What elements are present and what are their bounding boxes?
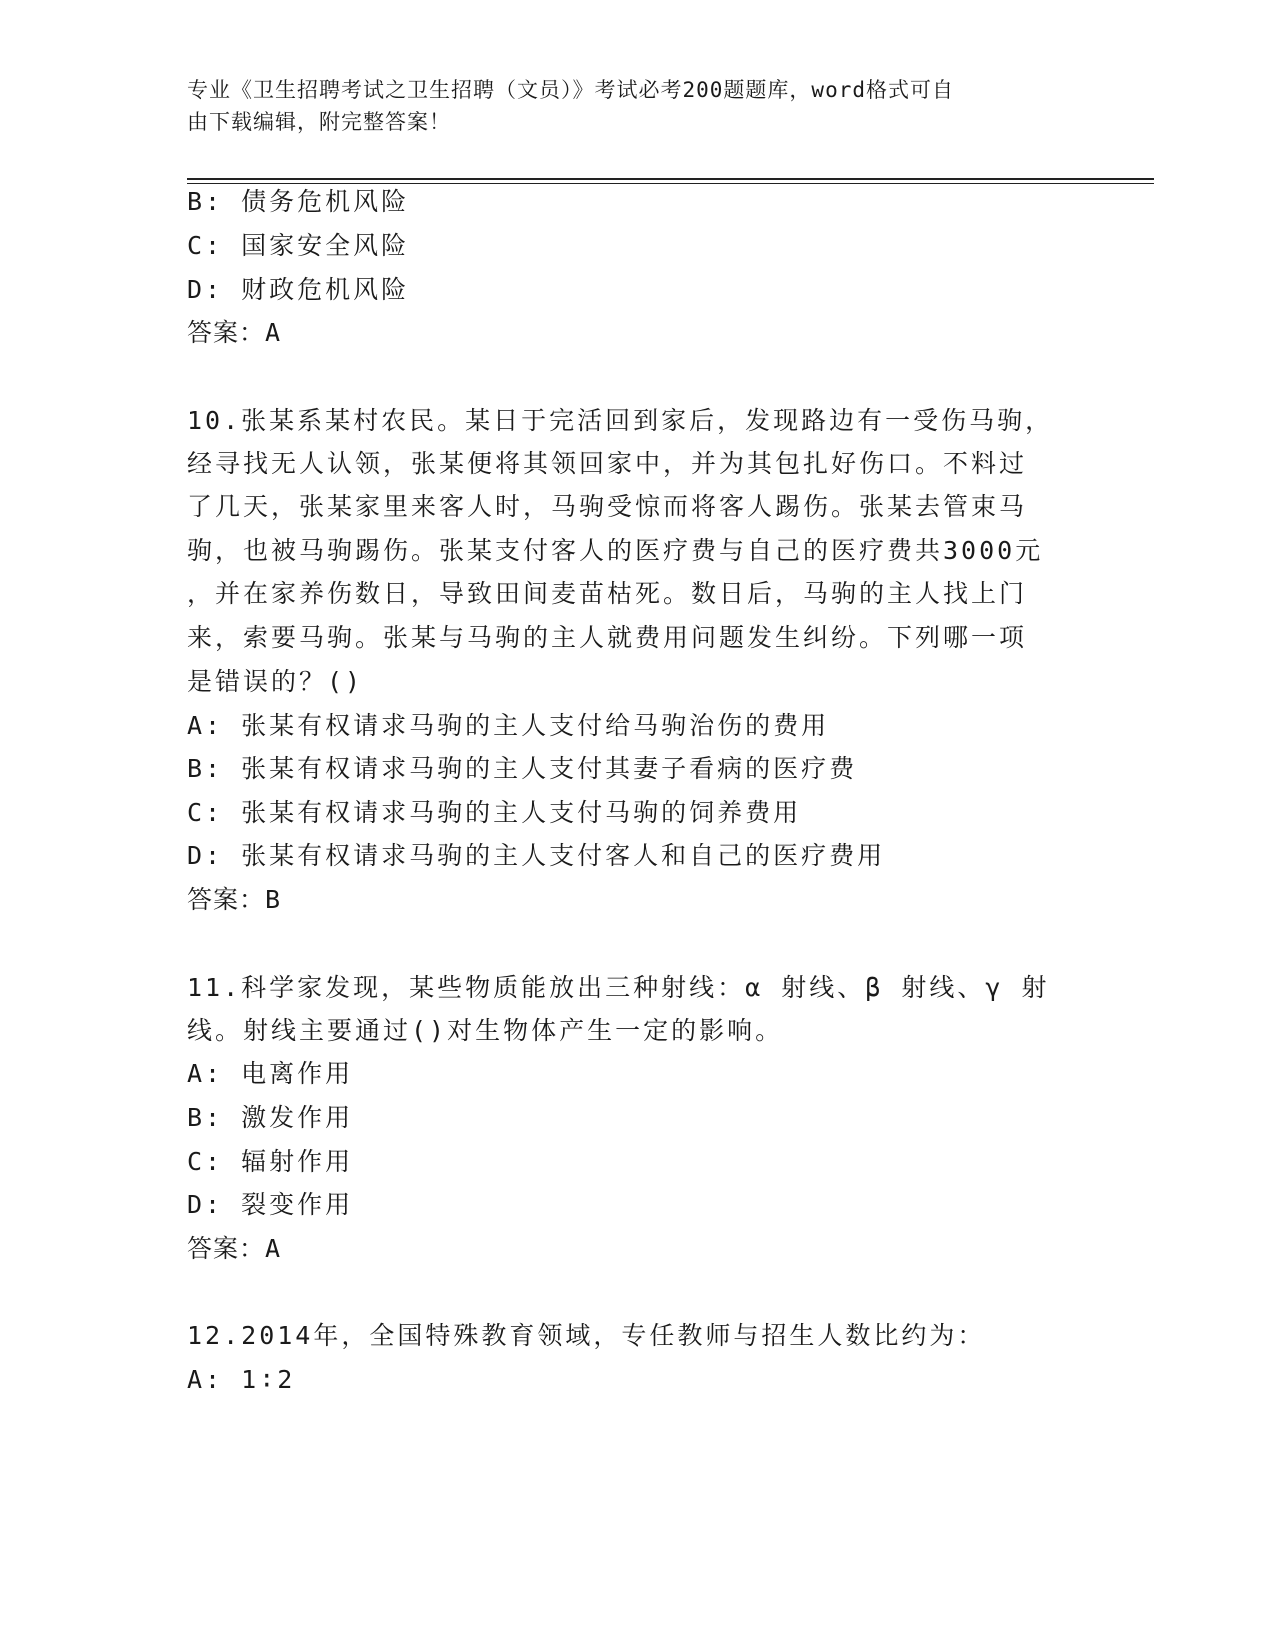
answer-label: 答案： <box>187 885 266 914</box>
q10-stem-line-4: 驹，也被马驹踢伤。张某支付客人的医疗费与自己的医疗费共3000元 <box>187 536 1044 565</box>
q11-option-a: A: 电离作用 <box>187 1059 354 1088</box>
q10-option-c: C: 张某有权请求马驹的主人支付马驹的饲养费用 <box>187 798 802 827</box>
q9-option-d: D: 财政危机风险 <box>187 275 410 304</box>
q10-stem-line-7: 是错误的？() <box>187 667 364 696</box>
q10-stem-line-1: 10.张某系某村农民。某日于完活回到家后，发现路边有一受伤马驹， <box>187 406 1054 435</box>
q9-answer <box>187 318 281 348</box>
q12-stem-line-1: 12.2014年，全国特殊教育领域，专任教师与招生人数比约为： <box>187 1321 986 1350</box>
q10-option-d: D: 张某有权请求马驹的主人支付客人和自己的医疗费用 <box>187 841 886 870</box>
answer-value: B <box>265 885 282 914</box>
q10-answer <box>187 885 281 915</box>
answer-label: 答案： <box>187 318 266 347</box>
document-header <box>187 74 1067 138</box>
q11-answer <box>187 1234 281 1264</box>
header-rule-thin <box>187 183 1154 184</box>
q11-option-c: C: 辐射作用 <box>187 1147 354 1176</box>
q11-option-d: D: 裂变作用 <box>187 1190 354 1219</box>
q10-option-a: A: 张某有权请求马驹的主人支付给马驹治伤的费用 <box>187 711 830 740</box>
q10-option-b: B: 张某有权请求马驹的主人支付其妻子看病的医疗费 <box>187 754 858 783</box>
q10-stem-line-6: 来，索要马驹。张某与马驹的主人就费用问题发生纠纷。下列哪一项 <box>187 623 1028 652</box>
header-line-2: 由下载编辑，附完整答案！ <box>187 110 451 134</box>
answer-value: A <box>265 318 282 347</box>
header-rule <box>187 178 1154 180</box>
q10-stem-line-2: 经寻找无人认领，张某便将其领回家中，并为其包扎好伤口。不料过 <box>187 449 1028 478</box>
header-line-1: 专业《卫生招聘考试之卫生招聘（文员）》考试必考200题题库，word格式可自 <box>187 78 954 102</box>
q11-stem-line-2: 线。射线主要通过()对生物体产生一定的影响。 <box>187 1016 784 1045</box>
q11-stem-line-1: 11.科学家发现，某些物质能放出三种射线：α 射线、β 射线、γ 射 <box>187 973 1050 1002</box>
q12-option-a: A: 1∶2 <box>187 1365 296 1394</box>
answer-value: A <box>265 1234 282 1263</box>
q9-option-b: B: 债务危机风险 <box>187 187 410 216</box>
q10-stem-line-5: ，并在家养伤数日，导致田间麦苗枯死。数日后，马驹的主人找上门 <box>187 579 1028 608</box>
q11-option-b: B: 激发作用 <box>187 1103 354 1132</box>
q10-stem-line-3: 了几天，张某家里来客人时，马驹受惊而将客人踢伤。张某去管束马 <box>187 492 1028 521</box>
q9-option-c: C: 国家安全风险 <box>187 231 410 260</box>
answer-label: 答案： <box>187 1234 266 1263</box>
